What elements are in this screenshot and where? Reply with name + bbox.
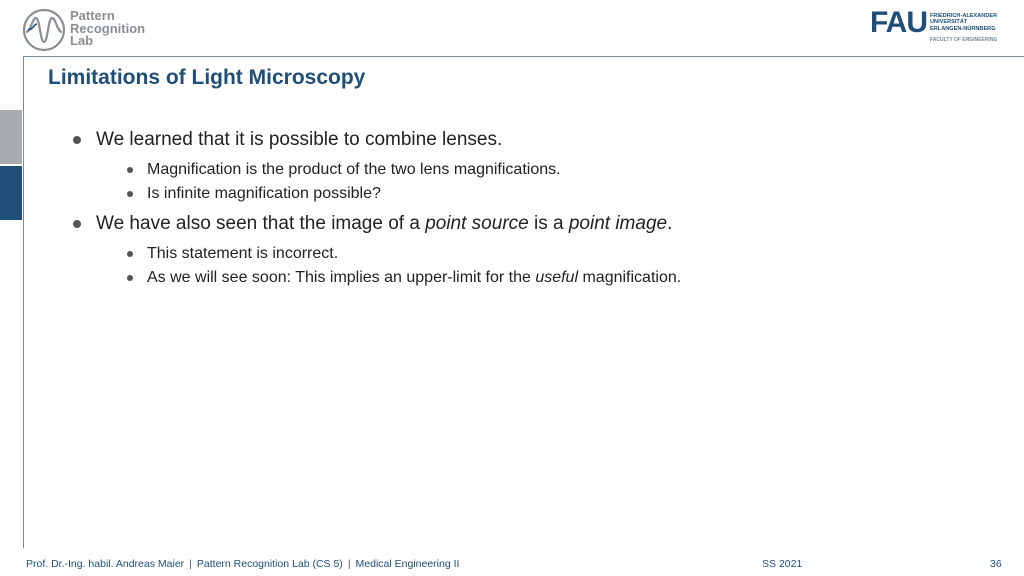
footer-course: Medical Engineering II	[355, 558, 460, 570]
bullet-dot-icon	[73, 220, 81, 228]
sub-bullet-dot-icon	[127, 275, 133, 281]
footer-lab: Pattern Recognition Lab (CS 5)	[196, 558, 343, 570]
pattern-recognition-lab-logo-icon	[22, 8, 68, 52]
bullet-1	[70, 128, 1000, 152]
sub-bullet-2-1-text: This statement is incorrect.	[147, 245, 339, 262]
sub-bullet-1-2-text: Is infinite magnification possible?	[147, 185, 381, 202]
sub-bullet-dot-icon	[127, 251, 133, 257]
side-tab-blue	[0, 166, 22, 220]
footer-separator: |	[189, 558, 192, 570]
bullet-1-subs	[70, 160, 1000, 204]
slide-title: Limitations of Light Microscopy	[48, 66, 366, 89]
side-tab-gray	[0, 110, 22, 164]
bullet-1-text: We learned that it is possible to combine lenses.	[96, 129, 503, 150]
sub-bullet-2-2	[70, 268, 1000, 288]
lab-logo-line-1: Pattern	[70, 8, 115, 23]
sub-bullet-1-1-text: Magnification is the product of the two lens magnifications.	[147, 161, 561, 178]
sub-bullet-2-2-text-a: As we will see soon: This implies an upper-limit for the	[147, 269, 536, 286]
sub-bullet-2-2-emphasis-useful: useful	[535, 269, 579, 286]
fau-name-line-3: ERLANGEN-NÜRNBERG	[930, 25, 996, 32]
bullet-dot-icon	[73, 136, 81, 144]
fau-logo	[870, 6, 1000, 46]
bullet-2-text-c: .	[667, 213, 673, 234]
fau-faculty: FACULTY OF ENGINEERING	[930, 37, 998, 43]
footer-author: Prof. Dr.-Ing. habil. Andreas Maier	[26, 558, 185, 570]
bullet-2-text-b: is a	[528, 213, 569, 234]
fau-university-name	[930, 13, 997, 32]
bullet-2	[70, 212, 1000, 236]
bullet-2-emphasis-point-source: point source	[425, 213, 529, 234]
slide-content	[70, 128, 1000, 296]
sub-bullet-1-1	[70, 160, 1000, 180]
lab-logo-line-2: Recognition	[70, 20, 146, 36]
lab-logo-text	[70, 10, 145, 48]
page-number: 36	[990, 558, 1002, 570]
bullet-2-emphasis-point-image: point image	[568, 213, 668, 234]
footer-separator: |	[347, 558, 351, 570]
sub-bullet-2-2-text-b: magnification.	[578, 269, 682, 286]
sub-bullet-1-2	[70, 184, 1000, 204]
fau-letters: FAU	[870, 6, 927, 39]
fau-name-line-1: FRIEDRICH-ALEXANDER	[930, 13, 998, 19]
sub-bullet-2-1	[70, 244, 1000, 264]
slide-header	[0, 0, 1024, 56]
sub-bullet-dot-icon	[127, 167, 133, 173]
bullet-2-subs	[70, 244, 1000, 288]
fau-name-line-2: UNIVERSITÄT	[930, 19, 968, 26]
bullet-2-text-a: We have also seen that the image of a	[96, 213, 426, 234]
slide-footer	[0, 552, 1024, 576]
sub-bullet-dot-icon	[127, 191, 133, 197]
lab-logo-line-3: Lab	[70, 33, 94, 48]
footer-credits	[26, 558, 459, 570]
footer-term: SS 2021	[762, 558, 803, 570]
